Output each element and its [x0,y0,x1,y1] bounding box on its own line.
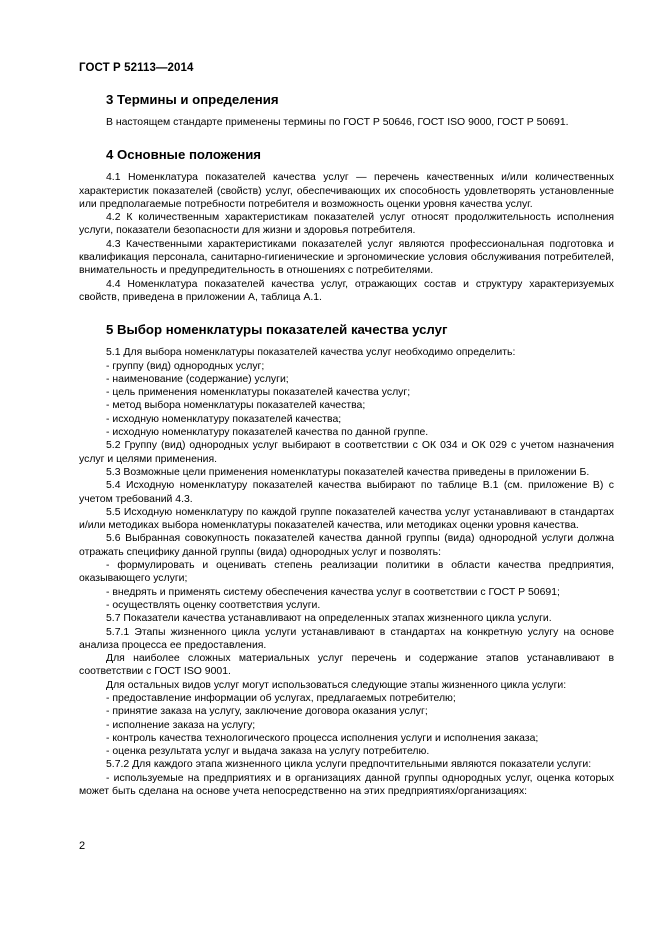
section-3-title: 3 Термины и определения [106,92,279,107]
paragraph-4-4: 4.4 Номенклатура показателей качества услуг, отражающих состав и структуру характеризуемых свойств, приведена в приложении А, таблица А.1. [79,278,614,303]
list-item: - предоставление информации об услугах, предлагаемых потребителю; [106,692,456,704]
page-number: 2 [79,840,86,852]
section-terms [79,92,614,129]
list-item: - используемые на предприятиях и в организациях данной группы однородных услуг, оценка которых может быть сделана на основе учета непосредственно на этих предприятиях/организациях: [79,772,614,798]
list-item: - наименование (содержание) услуги; [106,373,289,385]
section-5-title: 5 Выбор номенклатуры показателей качества услуг [106,322,448,338]
list-item: - цель применения номенклатуры показателей качества услуг; [106,387,411,399]
list-item: - внедрять и применять систему обеспечения качества услуг в соответствии с ГОСТ Р 50691; [106,586,560,598]
list-item: - осуществлять оценку соответствия услуги. [106,599,321,611]
paragraph-4-2: 4.2 К количественным характеристикам показателей услуг относят продолжительность исполнения услуги, показатели безопасности для жизни и здоровья потребителя. [79,212,614,237]
paragraph: Для наиболее сложных материальных услуг перечень и содержание этапов устанавливают в соответствии с ГОСТ ISO 9001. [79,653,614,678]
section-main-provisions [79,147,614,304]
list-item: - контроль качества технологического процесса исполнения услуги и исполнения заказа; [106,732,539,744]
paragraph-5-1: 5.1 Для выбора номенклатуры показателей качества услуг необходимо определить: [106,347,516,359]
paragraph-5-4: 5.4 Исходную номенклатуру показателей качества выбирают по таблице В.1 (см. приложение В) с учетом требований 4.3. [79,480,614,505]
page-content [79,92,614,798]
paragraph-5-5: 5.5 Исходную номенклатуру по каждой группе показателей качества услуг устанавливают в стандартах и/или методиках выбора номенклатуры показателей качества, или методиках оценки уровня качества. [79,506,614,532]
list-item: - метод выбора номенклатуры показателей качества; [106,400,366,412]
paragraph-4-1: 4.1 Номенклатура показателей качества услуг — перечень качественных и/или количественных характеристик показателей (свойств) услуг, обеспечивающих их способность удовлетворять установленные или предполагаемые потребности потребителя и возможность оценки уровня качества услуг. [79,172,614,210]
paragraph-5-6: 5.6 Выбранная совокупность показателей качества данной группы (вида) однородной услуги должна отражать специфику данной группы (вида) однородных услуг и позволять: [79,533,614,558]
paragraph: Для остальных видов услуг могут использоваться следующие этапы жизненного цикла услуги: [106,679,567,691]
list-item: - принятие заказа на услугу, заключение договора оказания услуг; [106,706,428,718]
paragraph-5-2: 5.2 Группу (вид) однородных услуг выбирают в соответствии с ОК 034 и ОК 029 с учетом назначения услуг и целями применения. [79,440,614,465]
list-item: - оценка результата услуг и выдача заказа на услугу потребителю. [106,746,430,758]
section-nomenclature-selection [79,322,614,798]
paragraph-5-7: 5.7 Показатели качества устанавливают на определенных этапах жизненного цикла услуги. [106,613,552,625]
list-item: - исходную номенклатуру показателей качества по данной группе. [106,427,429,439]
paragraph: В настоящем стандарте применены термины по ГОСТ Р 50646, ГОСТ ISO 9000, ГОСТ Р 50691. [106,117,569,128]
paragraph-5-3: 5.3 Возможные цели применения номенклатуры показателей качества приведены в приложении Б. [106,466,590,478]
list-item: - исходную номенклатуру показателей качества; [106,413,342,425]
paragraph-5-7-1: 5.7.1 Этапы жизненного цикла услуги устанавливают в стандартах на конкретную услугу на основе анализа процесса ее предоставления. [79,626,614,651]
standard-code-header: ГОСТ Р 52113—2014 [79,62,194,74]
paragraph-4-3: 4.3 Качественными характеристиками показателей услуг являются профессиональная подготовка и квалификация персонала, санитарно-гигиенические и эргономические условия обслуживания потребителей, внимательность и предупредительность в отношениях с потребителями. [79,238,614,277]
paragraph-5-7-2: 5.7.2 Для каждого этапа жизненного цикла услуги предпочтительными являются показатели услуги: [106,759,592,771]
list-item: - исполнение заказа на услугу; [106,719,256,731]
section-4-title: 4 Основные положения [106,147,261,163]
list-item: - группу (вид) однородных услуг; [106,360,265,372]
list-item: - формулировать и оценивать степень реализации политики в области качества предприятия, оказывающего услуги; [79,560,614,585]
